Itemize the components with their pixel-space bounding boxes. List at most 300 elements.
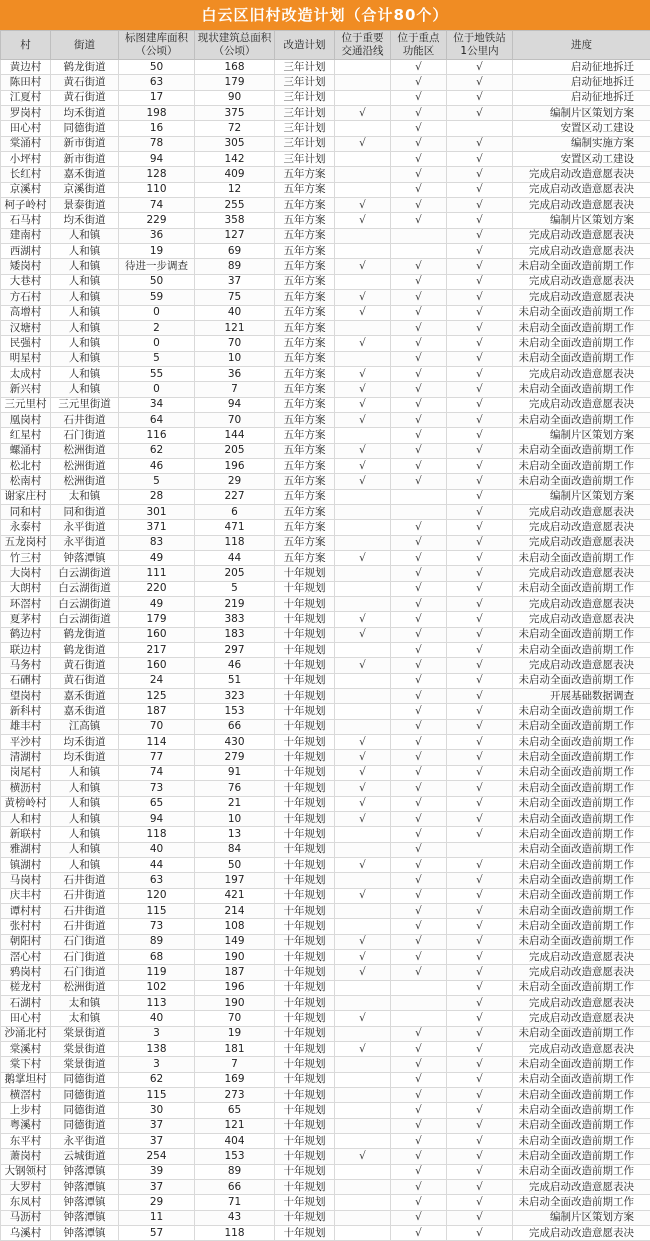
cell-street: 云城街道: [51, 1149, 119, 1164]
cell-transport: [335, 167, 391, 182]
cell-progress: 完成启动改造意愿表决: [513, 274, 650, 289]
cell-key-zone: √: [391, 1057, 447, 1072]
cell-plan: 十年规划: [275, 719, 335, 734]
cell-street: 京溪街道: [51, 182, 119, 197]
cell-plan: 五年方案: [275, 504, 335, 519]
cell-plan: 五年方案: [275, 382, 335, 397]
cell-plan: 十年规划: [275, 965, 335, 980]
cell-progress: 未启动全面改造前期工作: [513, 673, 650, 688]
cell-metro: √: [447, 167, 513, 182]
cell-key-zone: √: [391, 827, 447, 842]
table-row: [1, 1118, 650, 1133]
table-row: [1, 351, 650, 366]
table-row: [1, 1149, 650, 1164]
table-row: [1, 566, 650, 581]
cell-village: 五龙岗村: [1, 535, 51, 550]
cell-key-zone: √: [391, 213, 447, 228]
cell-building-area: 430: [195, 735, 275, 750]
cell-building-area: 205: [195, 566, 275, 581]
cell-metro: √: [447, 689, 513, 704]
cell-street: 永平街道: [51, 535, 119, 550]
cell-building-area: 181: [195, 1042, 275, 1057]
cell-metro: √: [447, 1072, 513, 1087]
cell-plan: 十年规划: [275, 1118, 335, 1133]
cell-progress: 未启动全面改造前期工作: [513, 1088, 650, 1103]
cell-metro: √: [447, 1011, 513, 1026]
cell-village: 人和村: [1, 811, 51, 826]
cell-village: 凰岗村: [1, 412, 51, 427]
cell-key-zone: √: [391, 765, 447, 780]
cell-plan: 十年规划: [275, 1149, 335, 1164]
cell-transport: [335, 182, 391, 197]
cell-transport: √: [335, 382, 391, 397]
cell-street: 黄石街道: [51, 75, 119, 90]
cell-key-zone: √: [391, 474, 447, 489]
cell-transport: [335, 827, 391, 842]
cell-transport: [335, 535, 391, 550]
cell-progress: 未启动全面改造前期工作: [513, 474, 650, 489]
cell-progress: 完成启动改造意愿表决: [513, 520, 650, 535]
cell-mapped-area: 73: [119, 781, 195, 796]
cell-street: 松洲街道: [51, 443, 119, 458]
cell-village: 横沥村: [1, 781, 51, 796]
cell-village: 鸦岗村: [1, 965, 51, 980]
cell-progress: 完成启动改造意愿表决: [513, 658, 650, 673]
table-row: [1, 781, 650, 796]
cell-plan: 三年计划: [275, 136, 335, 151]
cell-metro: √: [447, 1042, 513, 1057]
col-key-zone: 位于重点 功能区: [391, 31, 447, 60]
cell-progress: 完成启动改造意愿表决: [513, 366, 650, 381]
cell-plan: 十年规划: [275, 1026, 335, 1041]
cell-progress: 未启动全面改造前期工作: [513, 980, 650, 995]
cell-mapped-area: 78: [119, 136, 195, 151]
cell-plan: 十年规划: [275, 673, 335, 688]
cell-village: 江夏村: [1, 90, 51, 105]
cell-building-area: 72: [195, 121, 275, 136]
cell-transport: √: [335, 366, 391, 381]
cell-metro: √: [447, 551, 513, 566]
cell-progress: 未启动全面改造前期工作: [513, 1164, 650, 1179]
cell-mapped-area: 3: [119, 1057, 195, 1072]
cell-street: 景泰街道: [51, 198, 119, 213]
cell-mapped-area: 115: [119, 1088, 195, 1103]
cell-mapped-area: 254: [119, 1149, 195, 1164]
cell-mapped-area: 待进一步调查: [119, 259, 195, 274]
table-row: [1, 382, 650, 397]
cell-village: 鹅掌坦村: [1, 1072, 51, 1087]
table-row: [1, 903, 650, 918]
cell-mapped-area: 73: [119, 919, 195, 934]
cell-building-area: 50: [195, 857, 275, 872]
table-row: [1, 535, 650, 550]
cell-building-area: 7: [195, 382, 275, 397]
cell-transport: √: [335, 965, 391, 980]
cell-key-zone: √: [391, 949, 447, 964]
cell-progress: 完成启动改造意愿表决: [513, 1011, 650, 1026]
cell-metro: √: [447, 320, 513, 335]
cell-building-area: 273: [195, 1088, 275, 1103]
cell-building-area: 421: [195, 888, 275, 903]
cell-village: 横滘村: [1, 1088, 51, 1103]
table-row: [1, 581, 650, 596]
cell-village: 朝阳村: [1, 934, 51, 949]
cell-street: 人和镇: [51, 796, 119, 811]
cell-transport: [335, 842, 391, 857]
cell-key-zone: √: [391, 1042, 447, 1057]
cell-transport: √: [335, 857, 391, 872]
cell-street: 人和镇: [51, 857, 119, 872]
table-row: [1, 551, 650, 566]
cell-key-zone: √: [391, 121, 447, 136]
cell-metro: √: [447, 397, 513, 412]
table-row: [1, 198, 650, 213]
cell-metro: √: [447, 750, 513, 765]
table-row: [1, 934, 650, 949]
cell-transport: [335, 1118, 391, 1133]
cell-village: 东平村: [1, 1134, 51, 1149]
cell-key-zone: √: [391, 428, 447, 443]
cell-street: 太和镇: [51, 489, 119, 504]
cell-mapped-area: 50: [119, 274, 195, 289]
cell-key-zone: √: [391, 1195, 447, 1210]
cell-key-zone: √: [391, 842, 447, 857]
cell-building-area: 71: [195, 1195, 275, 1210]
table-row: [1, 1042, 650, 1057]
cell-building-area: 153: [195, 1149, 275, 1164]
cell-building-area: 91: [195, 765, 275, 780]
cell-mapped-area: 68: [119, 949, 195, 964]
cell-village: 黄榜岭村: [1, 796, 51, 811]
cell-key-zone: √: [391, 274, 447, 289]
cell-plan: 五年方案: [275, 182, 335, 197]
cell-key-zone: √: [391, 198, 447, 213]
cell-street: 太和镇: [51, 995, 119, 1010]
cell-mapped-area: 102: [119, 980, 195, 995]
cell-mapped-area: 59: [119, 290, 195, 305]
cell-building-area: 75: [195, 290, 275, 305]
table-row: [1, 244, 650, 259]
cell-plan: 五年方案: [275, 274, 335, 289]
table-row: [1, 980, 650, 995]
cell-metro: √: [447, 336, 513, 351]
cell-village: 陈田村: [1, 75, 51, 90]
cell-transport: [335, 90, 391, 105]
cell-metro: √: [447, 658, 513, 673]
cell-plan: 十年规划: [275, 627, 335, 642]
cell-metro: √: [447, 75, 513, 90]
cell-plan: 十年规划: [275, 873, 335, 888]
cell-transport: [335, 566, 391, 581]
cell-building-area: 76: [195, 781, 275, 796]
col-progress: 进度: [513, 31, 650, 60]
col-street: 街道: [51, 31, 119, 60]
cell-plan: 十年规划: [275, 1226, 335, 1241]
cell-key-zone: √: [391, 1103, 447, 1118]
table-row: [1, 397, 650, 412]
cell-progress: 编制片区策划方案: [513, 213, 650, 228]
cell-street: 钟落潭镇: [51, 1210, 119, 1225]
cell-key-zone: √: [391, 382, 447, 397]
cell-village: 庆丰村: [1, 888, 51, 903]
table-row: [1, 489, 650, 504]
cell-metro: √: [447, 1103, 513, 1118]
cell-transport: √: [335, 136, 391, 151]
cell-metro: [447, 842, 513, 857]
cell-transport: √: [335, 474, 391, 489]
cell-transport: √: [335, 443, 391, 458]
cell-street: 石门街道: [51, 949, 119, 964]
cell-plan: 五年方案: [275, 520, 335, 535]
cell-key-zone: √: [391, 520, 447, 535]
table-row: [1, 1072, 650, 1087]
cell-street: 同德街道: [51, 121, 119, 136]
cell-plan: 三年计划: [275, 60, 335, 75]
cell-building-area: 179: [195, 75, 275, 90]
cell-mapped-area: 187: [119, 704, 195, 719]
cell-street: 均禾街道: [51, 735, 119, 750]
cell-metro: √: [447, 1026, 513, 1041]
cell-transport: [335, 1226, 391, 1241]
table-row: [1, 827, 650, 842]
cell-street: 钟落潭镇: [51, 1180, 119, 1195]
cell-key-zone: √: [391, 566, 447, 581]
cell-village: 松南村: [1, 474, 51, 489]
cell-metro: √: [447, 504, 513, 519]
table-row: [1, 274, 650, 289]
cell-building-area: 190: [195, 995, 275, 1010]
cell-key-zone: √: [391, 750, 447, 765]
cell-plan: 五年方案: [275, 198, 335, 213]
cell-plan: 五年方案: [275, 412, 335, 427]
cell-key-zone: √: [391, 1180, 447, 1195]
cell-building-area: 29: [195, 474, 275, 489]
cell-progress: 编制片区策划方案: [513, 428, 650, 443]
cell-transport: [335, 1180, 391, 1195]
cell-building-area: 21: [195, 796, 275, 811]
cell-transport: √: [335, 949, 391, 964]
cell-village: 联边村: [1, 643, 51, 658]
table-title: 白云区旧村改造计划（合计80个）: [0, 0, 650, 30]
table-row: [1, 643, 650, 658]
cell-progress: 未启动全面改造前期工作: [513, 1195, 650, 1210]
cell-progress: 未启动全面改造前期工作: [513, 857, 650, 872]
cell-village: 竹三村: [1, 551, 51, 566]
cell-key-zone: √: [391, 1134, 447, 1149]
cell-key-zone: √: [391, 152, 447, 167]
cell-progress: 编制片区策划方案: [513, 106, 650, 121]
table-row: [1, 1180, 650, 1195]
cell-building-area: 153: [195, 704, 275, 719]
cell-village: 石硎村: [1, 673, 51, 688]
cell-village: 永泰村: [1, 520, 51, 535]
cell-metro: √: [447, 965, 513, 980]
cell-village: 棠下村: [1, 1057, 51, 1072]
table-row: [1, 152, 650, 167]
cell-mapped-area: 77: [119, 750, 195, 765]
cell-plan: 五年方案: [275, 551, 335, 566]
cell-transport: √: [335, 213, 391, 228]
cell-progress: 完成启动改造意愿表决: [513, 504, 650, 519]
cell-metro: √: [447, 412, 513, 427]
cell-plan: 五年方案: [275, 535, 335, 550]
cell-village: 东凤村: [1, 1195, 51, 1210]
cell-key-zone: √: [391, 857, 447, 872]
cell-key-zone: √: [391, 612, 447, 627]
cell-progress: 完成启动改造意愿表决: [513, 198, 650, 213]
cell-plan: 十年规划: [275, 735, 335, 750]
cell-village: 同和村: [1, 504, 51, 519]
cell-metro: √: [447, 581, 513, 596]
cell-plan: 十年规划: [275, 949, 335, 964]
table-row: [1, 90, 650, 105]
cell-street: 石门街道: [51, 965, 119, 980]
cell-transport: √: [335, 1011, 391, 1026]
cell-street: 新市街道: [51, 152, 119, 167]
cell-transport: [335, 704, 391, 719]
cell-building-area: 36: [195, 366, 275, 381]
cell-street: 永平街道: [51, 1134, 119, 1149]
cell-mapped-area: 138: [119, 1042, 195, 1057]
cell-building-area: 323: [195, 689, 275, 704]
cell-progress: 完成启动改造意愿表决: [513, 1180, 650, 1195]
cell-mapped-area: 120: [119, 888, 195, 903]
cell-progress: 完成启动改造意愿表决: [513, 244, 650, 259]
cell-building-area: 89: [195, 259, 275, 274]
cell-plan: 五年方案: [275, 290, 335, 305]
cell-mapped-area: 5: [119, 351, 195, 366]
cell-mapped-area: 46: [119, 458, 195, 473]
cell-mapped-area: 28: [119, 489, 195, 504]
cell-plan: 十年规划: [275, 781, 335, 796]
cell-key-zone: [391, 228, 447, 243]
cell-village: 汉塘村: [1, 320, 51, 335]
table-row: [1, 290, 650, 305]
table-row: [1, 412, 650, 427]
cell-progress: 未启动全面改造前期工作: [513, 351, 650, 366]
cell-transport: √: [335, 412, 391, 427]
cell-building-area: 19: [195, 1026, 275, 1041]
cell-transport: √: [335, 290, 391, 305]
cell-street: 同德街道: [51, 1103, 119, 1118]
cell-plan: 十年规划: [275, 919, 335, 934]
cell-progress: 完成启动改造意愿表决: [513, 949, 650, 964]
cell-transport: [335, 244, 391, 259]
cell-street: 均禾街道: [51, 213, 119, 228]
cell-metro: √: [447, 643, 513, 658]
cell-village: 新兴村: [1, 382, 51, 397]
table-row: [1, 919, 650, 934]
cell-metro: √: [447, 597, 513, 612]
table-row: [1, 857, 650, 872]
cell-metro: √: [447, 366, 513, 381]
table-row: [1, 1164, 650, 1179]
cell-building-area: 44: [195, 551, 275, 566]
cell-metro: √: [447, 274, 513, 289]
cell-metro: √: [447, 1195, 513, 1210]
cell-village: 马沥村: [1, 1210, 51, 1225]
cell-progress: 完成启动改造意愿表决: [513, 228, 650, 243]
table-row: [1, 1103, 650, 1118]
cell-metro: √: [447, 827, 513, 842]
cell-progress: 完成启动改造意愿表决: [513, 167, 650, 182]
cell-village: 三元里村: [1, 397, 51, 412]
cell-metro: √: [447, 443, 513, 458]
cell-mapped-area: 19: [119, 244, 195, 259]
cell-key-zone: √: [391, 673, 447, 688]
cell-street: 人和镇: [51, 811, 119, 826]
cell-street: 均禾街道: [51, 106, 119, 121]
cell-mapped-area: 55: [119, 366, 195, 381]
cell-building-area: 227: [195, 489, 275, 504]
cell-village: 谭村村: [1, 903, 51, 918]
cell-key-zone: √: [391, 719, 447, 734]
cell-key-zone: √: [391, 90, 447, 105]
cell-street: 人和镇: [51, 244, 119, 259]
cell-mapped-area: 64: [119, 412, 195, 427]
cell-key-zone: √: [391, 796, 447, 811]
cell-plan: 三年计划: [275, 121, 335, 136]
cell-street: 人和镇: [51, 781, 119, 796]
cell-plan: 十年规划: [275, 689, 335, 704]
cell-transport: √: [335, 259, 391, 274]
cell-progress: 未启动全面改造前期工作: [513, 320, 650, 335]
cell-building-area: 297: [195, 643, 275, 658]
cell-progress: 未启动全面改造前期工作: [513, 643, 650, 658]
cell-street: 石门街道: [51, 428, 119, 443]
cell-metro: √: [447, 535, 513, 550]
cell-progress: 完成启动改造意愿表决: [513, 566, 650, 581]
cell-building-area: 205: [195, 443, 275, 458]
cell-village: 京溪村: [1, 182, 51, 197]
cell-plan: 十年规划: [275, 811, 335, 826]
cell-metro: √: [447, 198, 513, 213]
cell-key-zone: [391, 1011, 447, 1026]
cell-plan: 十年规划: [275, 1042, 335, 1057]
cell-progress: 编制片区策划方案: [513, 489, 650, 504]
cell-progress: 编制片区策划方案: [513, 1210, 650, 1225]
cell-transport: [335, 489, 391, 504]
cell-progress: 安置区动工建设: [513, 152, 650, 167]
cell-plan: 三年计划: [275, 75, 335, 90]
cell-street: 松洲街道: [51, 980, 119, 995]
cell-street: 人和镇: [51, 382, 119, 397]
cell-key-zone: √: [391, 412, 447, 427]
cell-progress: 未启动全面改造前期工作: [513, 735, 650, 750]
cell-mapped-area: 0: [119, 382, 195, 397]
cell-building-area: 108: [195, 919, 275, 934]
cell-building-area: 190: [195, 949, 275, 964]
cell-transport: √: [335, 1042, 391, 1057]
cell-building-area: 149: [195, 934, 275, 949]
cell-metro: √: [447, 903, 513, 918]
cell-metro: √: [447, 244, 513, 259]
table-row: [1, 873, 650, 888]
cell-progress: 完成启动改造意愿表决: [513, 965, 650, 980]
cell-building-area: 66: [195, 719, 275, 734]
table-row: [1, 888, 650, 903]
cell-metro: √: [447, 428, 513, 443]
cell-street: 石井街道: [51, 919, 119, 934]
cell-building-area: 183: [195, 627, 275, 642]
cell-key-zone: √: [391, 903, 447, 918]
cell-plan: 五年方案: [275, 320, 335, 335]
cell-transport: [335, 689, 391, 704]
cell-key-zone: √: [391, 305, 447, 320]
table-row: [1, 1088, 650, 1103]
cell-plan: 十年规划: [275, 566, 335, 581]
table-row: [1, 336, 650, 351]
